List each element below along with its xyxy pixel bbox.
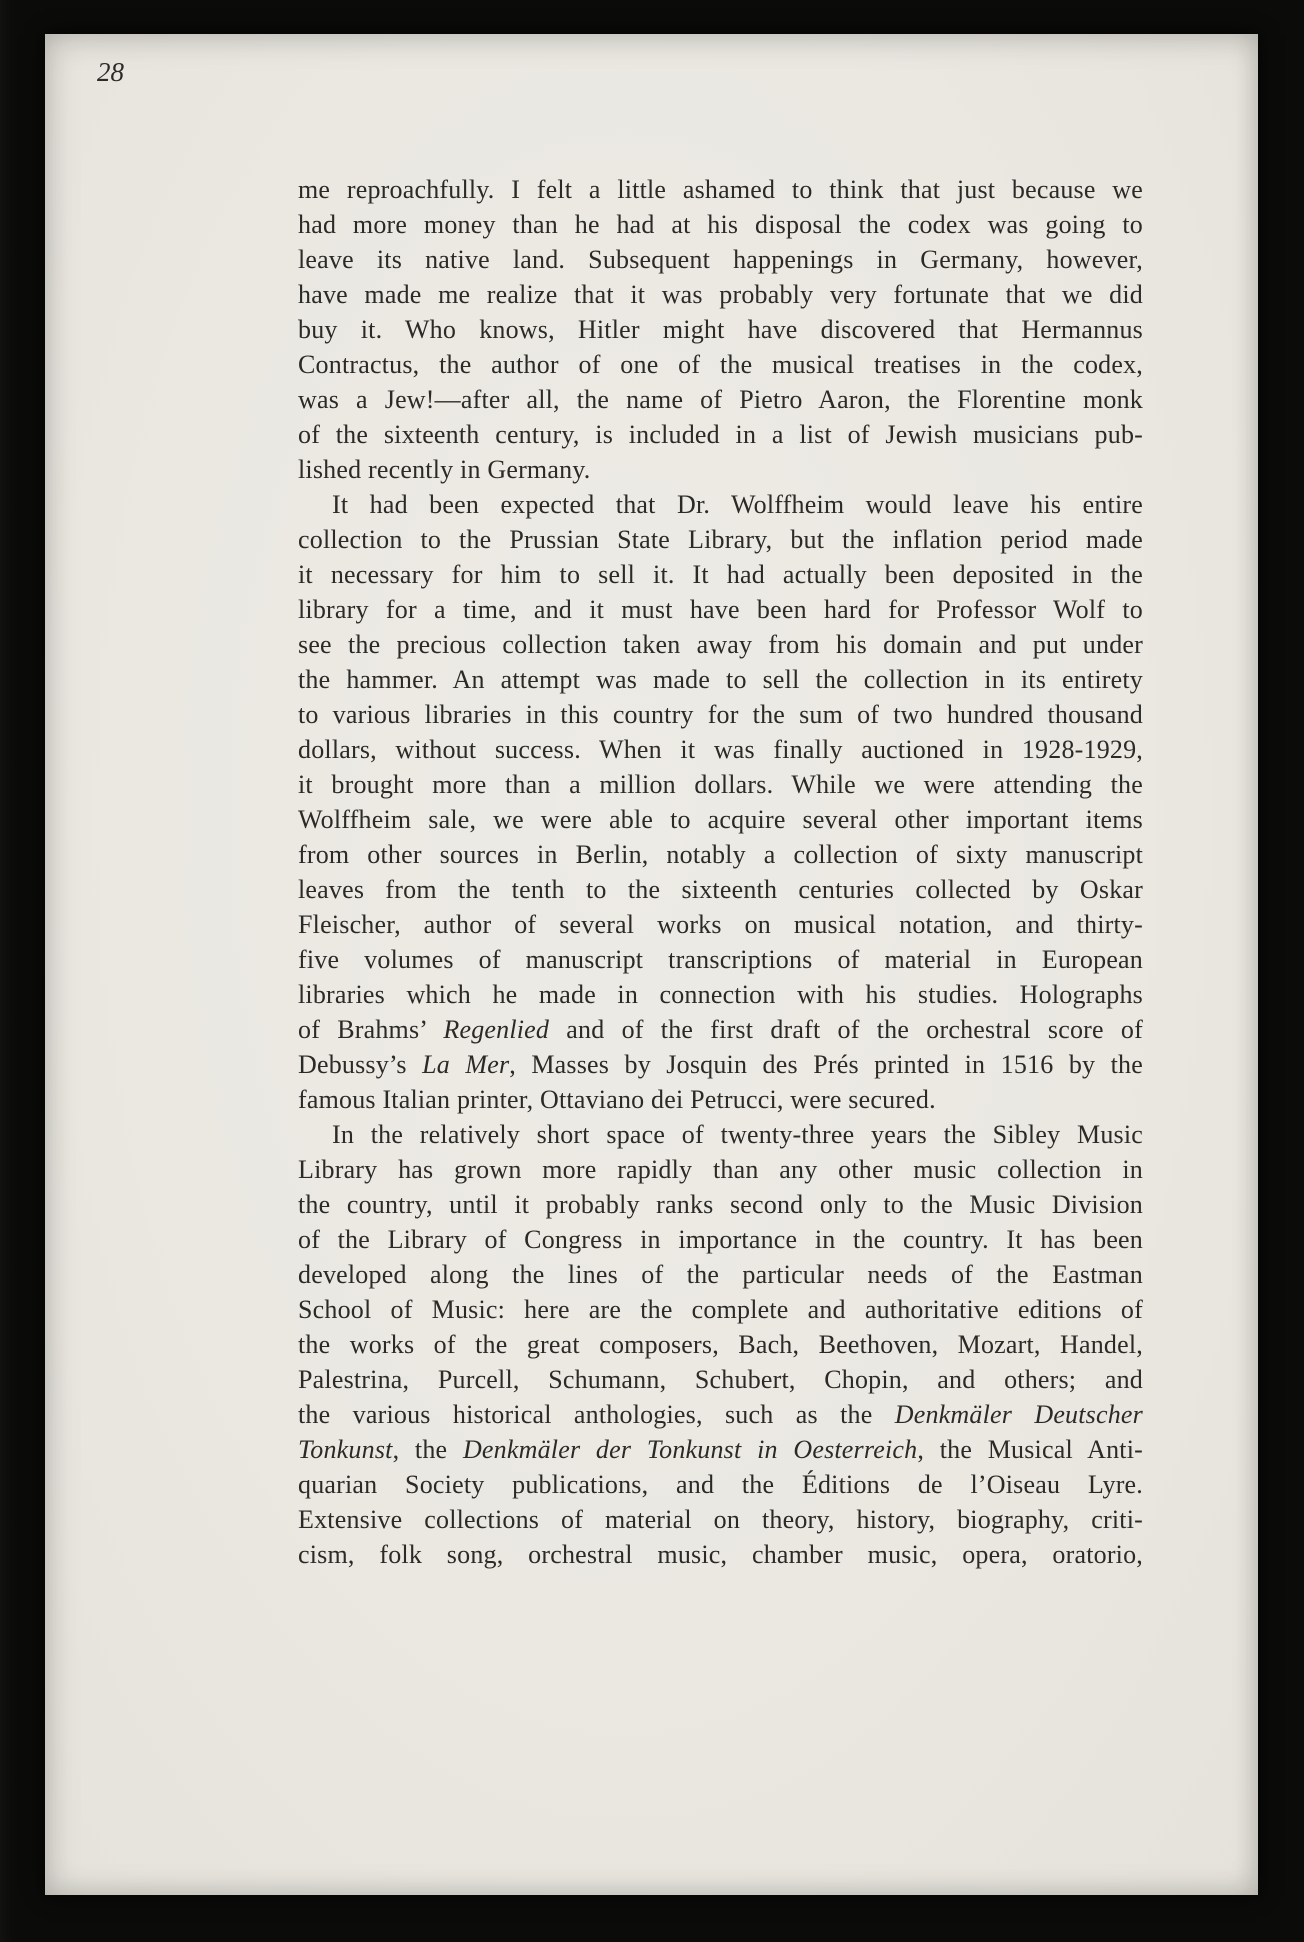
text-line (298, 172, 1143, 207)
italic-text-segment: Regenlied (443, 1015, 550, 1044)
text-line (298, 557, 1143, 592)
text-line (298, 1117, 1143, 1152)
text-line (298, 1152, 1143, 1187)
text-line (298, 732, 1143, 767)
text-line (298, 1187, 1143, 1222)
text-line (298, 697, 1143, 732)
text-segment: Contractus, the author of one of the musical treatises in the codex, (298, 350, 1143, 379)
text-line (298, 907, 1143, 942)
text-line (298, 1397, 1143, 1432)
text-segment: , the Musical Anti- (917, 1435, 1143, 1464)
text-line (298, 487, 1143, 522)
text-line (298, 417, 1143, 452)
text-line (298, 1222, 1143, 1257)
text-line (298, 242, 1143, 277)
text-segment: libraries which he made in connection with his studies. Holographs (298, 980, 1143, 1009)
text-segment: had more money than he had at his disposal the codex was going to (298, 210, 1143, 239)
text-line (298, 347, 1143, 382)
text-segment: of Brahms’ (298, 1015, 444, 1044)
text-segment: quarian Society publications, and the Éditions de l’Oiseau Lyre. (298, 1470, 1143, 1499)
text-segment: it brought more than a million dollars. While we were attending the (298, 770, 1143, 799)
text-segment: leave its native land. Subsequent happenings in Germany, however, (298, 245, 1143, 274)
text-line (298, 1012, 1143, 1047)
text-segment: lished recently in Germany. (298, 455, 591, 484)
text-line (298, 312, 1143, 347)
text-line (298, 627, 1143, 662)
text-line (298, 1362, 1143, 1397)
text-line (298, 977, 1143, 1012)
text-line (298, 452, 1143, 487)
page-number: 28 (97, 57, 124, 87)
text-segment: Wolffheim sale, we were able to acquire several other important items (298, 805, 1143, 834)
text-line (298, 802, 1143, 837)
text-line (298, 1327, 1143, 1362)
text-segment: , the (392, 1435, 463, 1464)
text-segment: of the Library of Congress in importance in the country. It has been (298, 1225, 1143, 1254)
text-segment: School of Music: here are the complete and authoritative editions of (298, 1295, 1143, 1324)
text-line (298, 872, 1143, 907)
text-segment: the hammer. An attempt was made to sell the collection in its entirety (298, 665, 1143, 694)
italic-text-segment: La Mer (422, 1050, 510, 1079)
text-line (298, 522, 1143, 557)
text-segment: the various historical anthologies, such as the (298, 1400, 895, 1429)
text-segment: it necessary for him to sell it. It had actually been deposited in the (298, 560, 1143, 589)
text-line (298, 1082, 1143, 1117)
text-line (298, 837, 1143, 872)
text-segment: collection to the Prussian State Library, but the inflation period made (298, 525, 1143, 554)
page-text (298, 172, 1143, 1572)
text-segment: It had been expected that Dr. Wolffheim would leave his entire (332, 490, 1143, 519)
text-segment: buy it. Who knows, Hitler might have discovered that Hermannus (298, 315, 1143, 344)
text-line (298, 767, 1143, 802)
text-segment: In the relatively short space of twenty-three years the Sibley Music (332, 1120, 1143, 1149)
text-segment: have made me realize that it was probably very fortunate that we did (298, 280, 1143, 309)
book-page (45, 34, 1258, 1895)
text-segment: five volumes of manuscript transcriptions of material in European (298, 945, 1143, 974)
text-segment: Fleischer, author of several works on musical notation, and thirty- (298, 910, 1143, 939)
text-line (298, 1047, 1143, 1082)
text-segment: me reproachfully. I felt a little ashamed to think that just because we (298, 175, 1143, 204)
italic-text-segment: Denkmäler der Tonkunst in Oesterreich (462, 1435, 918, 1464)
text-line (298, 1537, 1143, 1572)
text-segment: Debussy’s (298, 1050, 423, 1079)
italic-text-segment: Tonkunst (298, 1435, 393, 1464)
text-segment: famous Italian printer, Ottaviano dei Petrucci, were secured. (298, 1085, 936, 1114)
text-segment: developed along the lines of the particular needs of the Eastman (298, 1260, 1143, 1289)
text-segment: Palestrina, Purcell, Schumann, Schubert, Chopin, and others; and (298, 1365, 1143, 1394)
text-segment: the country, until it probably ranks second only to the Music Division (298, 1190, 1143, 1219)
text-line (298, 1432, 1143, 1467)
text-segment: was a Jew!—after all, the name of Pietro Aaron, the Florentine monk (298, 385, 1143, 414)
text-segment: from other sources in Berlin, notably a collection of sixty manuscript (298, 840, 1143, 869)
text-line (298, 1502, 1143, 1537)
text-line (298, 662, 1143, 697)
text-segment: leaves from the tenth to the sixteenth centuries collected by Oskar (298, 875, 1143, 904)
text-segment: Extensive collections of material on theory, history, biography, criti- (298, 1505, 1143, 1534)
italic-text-segment: Denkmäler Deutscher (894, 1400, 1143, 1429)
text-segment: of the sixteenth century, is included in a list of Jewish musicians pub- (298, 420, 1143, 449)
text-line (298, 382, 1143, 417)
text-line (298, 277, 1143, 312)
text-line (298, 942, 1143, 977)
text-segment: and of the first draft of the orchestral score of (549, 1015, 1143, 1044)
text-line (298, 1467, 1143, 1502)
text-line (298, 592, 1143, 627)
text-segment: cism, folk song, orchestral music, chamber music, opera, oratorio, (298, 1540, 1143, 1569)
text-segment: dollars, without success. When it was finally auctioned in 1928-1929, (298, 735, 1143, 764)
text-line (298, 1257, 1143, 1292)
text-segment: see the precious collection taken away from his domain and put under (298, 630, 1143, 659)
text-segment: Library has grown more rapidly than any other music collection in (298, 1155, 1143, 1184)
text-segment: library for a time, and it must have been hard for Professor Wolf to (298, 595, 1143, 624)
text-line (298, 1292, 1143, 1327)
text-segment: , Masses by Josquin des Prés printed in 1516 by the (509, 1050, 1143, 1079)
text-segment: to various libraries in this country for the sum of two hundred thousand (298, 700, 1143, 729)
text-line (298, 207, 1143, 242)
text-segment: the works of the great composers, Bach, Beethoven, Mozart, Handel, (298, 1330, 1143, 1359)
